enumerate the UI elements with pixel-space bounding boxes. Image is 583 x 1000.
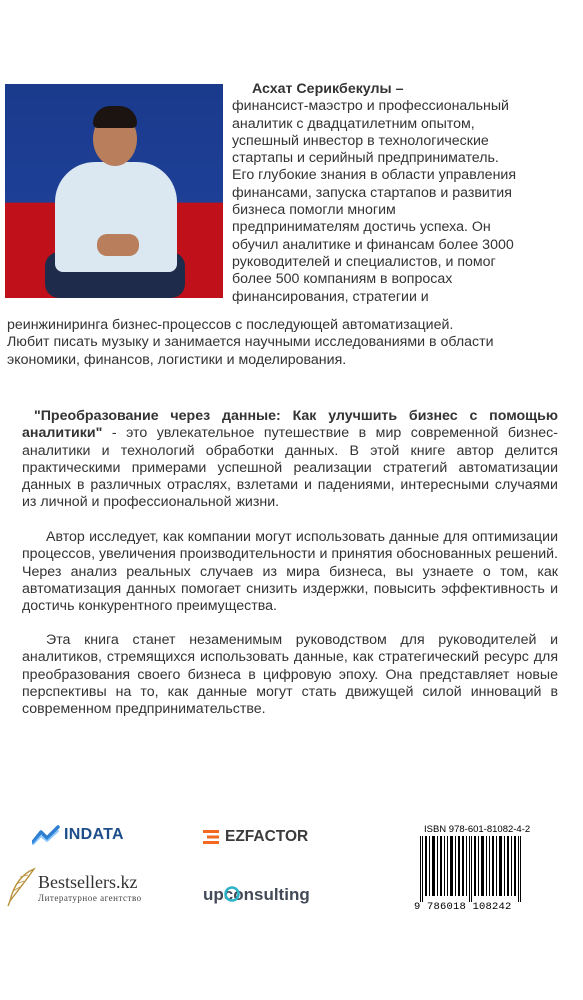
indata-chart-icon — [32, 825, 60, 845]
bio-line: обучил аналитике и финансам более 3000 — [232, 236, 514, 253]
bio-line: руководителей и специалистов, и помог — [232, 253, 496, 270]
upconsulting-circle-icon — [224, 886, 240, 902]
author-name: Асхат Серикбекулы – — [252, 81, 404, 97]
ezfactor-mark-icon — [203, 829, 221, 845]
paragraph-text: - это увлекательное путешествие в мир современной бизнес-аналитики и технологий обработки данных. В этой книге автор делится практическими примерами успешной реализации стратегий автоматизации данных в различных отраслях, взлетами и падениями, интересными случаями из личной и профессиональной жизни. — [22, 425, 558, 511]
author-bio — [232, 81, 540, 306]
book-title: "Преобразование через данные: Как улучшить бизнес с помощью аналитики" — [22, 408, 558, 442]
bestsellers-logo-text: Bestsellers.kz — [38, 871, 138, 892]
indata-logo — [32, 822, 124, 848]
barcode-digits: 9 786018 108242 — [414, 901, 512, 913]
bio-line: реинжиниринга бизнес-процессов с последующей автоматизацией. — [7, 317, 454, 333]
indata-logo-text: INDATA — [64, 826, 124, 843]
bio-line: бизнеса помогли многим — [232, 202, 396, 219]
bio-line: предпринимателям достичь успеха. Он — [232, 219, 491, 236]
feather-quill-icon — [6, 867, 36, 907]
ezfactor-logo-text: EZFACTOR — [225, 828, 309, 845]
bestsellers-logo — [6, 866, 142, 908]
bio-line: стартапы и серийный предприниматель. — [232, 150, 499, 167]
bio-line: Его глубокие знания в области управления — [232, 167, 517, 184]
description-paragraph-1 — [22, 408, 558, 512]
author-bio-continued — [7, 317, 537, 369]
bio-line: Любит писать музыку и занимается научными исследованиями в области — [7, 334, 494, 351]
person-hair — [93, 106, 137, 128]
person-hands — [97, 234, 139, 256]
paragraph-text: Эта книга станет незаменимым руководством для руководителей и аналитиков, стремящихся использовать данные, как стратегический ресурс для преобразования своего бизнеса в цифровую эпоху. Она представляет новые перспективы на то, как данные могут стать движущей силой инноваций в современном предпринимательстве. — [22, 632, 558, 718]
upconsulting-logo-text: upconsulting — [203, 885, 310, 904]
upconsulting-logo — [203, 882, 310, 908]
bio-line: финансирования, стратегии и — [232, 288, 429, 305]
isbn-text: ISBN 978-601-81082-4-2 — [424, 824, 531, 835]
description-paragraph-2 — [22, 529, 558, 615]
description-paragraph-3 — [22, 632, 558, 718]
bestsellers-logo-subtitle: Литературное агентство — [38, 892, 142, 903]
author-photo — [5, 84, 223, 298]
barcode — [410, 820, 531, 916]
bio-line: финансами, запуска стартапов и развития — [232, 184, 512, 201]
paragraph-text: Автор исследует, как компании могут использовать данные для оптимизации процессов, увеличения производительности и принятия обоснованных решений. Через анализ реальных случаев из мира бизнеса, вы узнаете о том, как автоматизация данных помогает снизить издержки, повысить эффективность и достичь конкурентного преимущества. — [22, 529, 558, 615]
bio-line: более 500 компаниям в вопросах — [232, 271, 453, 288]
bio-line: успешный инвестор в технологические — [232, 132, 489, 149]
barcode-bars — [414, 836, 526, 902]
bio-line: аналитик с двадцатилетним опытом, — [232, 115, 475, 132]
bio-line: экономики, финансов, логистики и моделирования. — [7, 351, 347, 368]
bio-line: финансист-маэстро и профессиональный — [232, 98, 509, 115]
ezfactor-logo — [203, 826, 308, 848]
